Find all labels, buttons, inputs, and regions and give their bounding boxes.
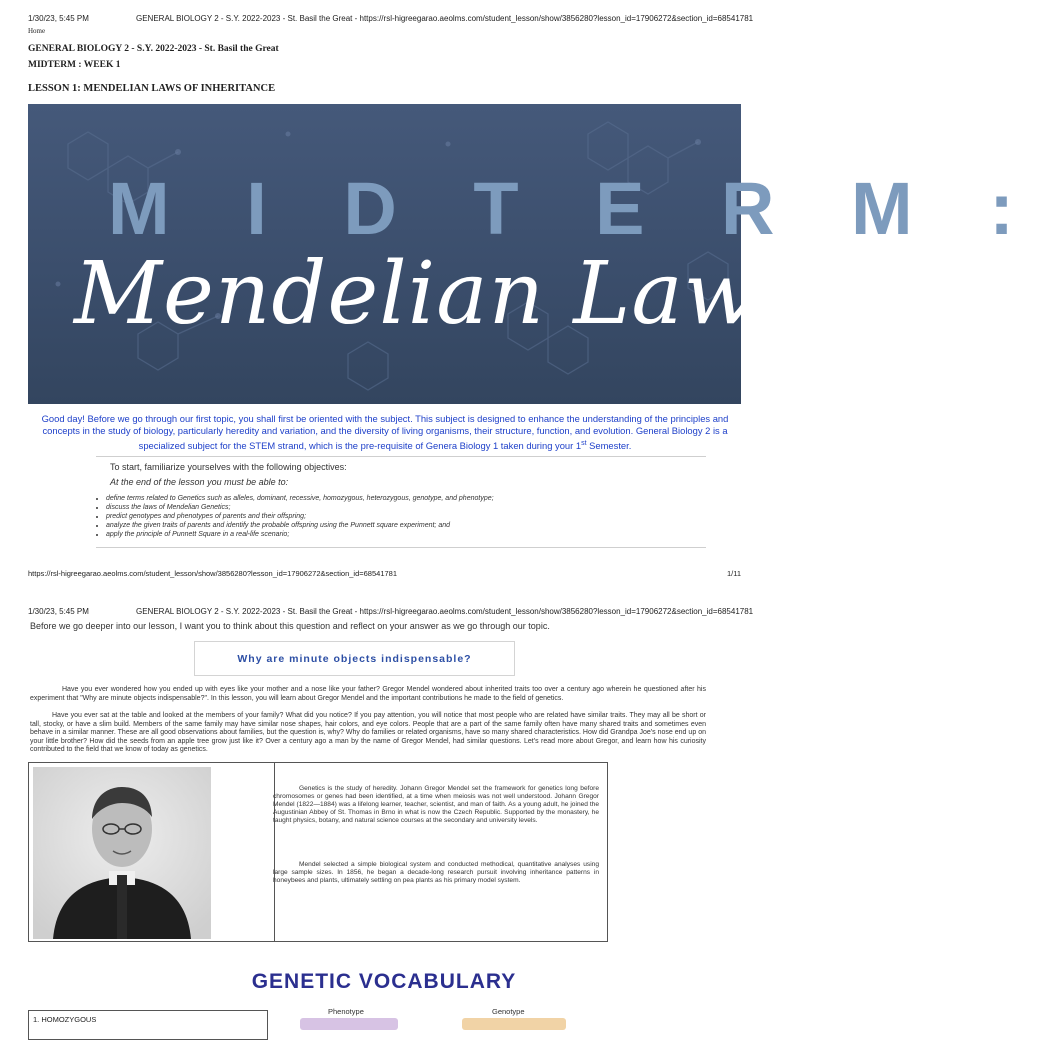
banner-midterm-text: M I D T E R M : [108,167,1042,250]
objective-item: • apply the principle of Punnett Square in a real-life scenario; [106,530,494,539]
phenotype-swatch [300,1018,398,1030]
objective-item: • predict genotypes and phenotypes of parents and their offspring; [106,512,494,521]
question-text: Why are minute objects indispensable? [237,652,472,665]
phenotype-label: Phenotype [328,1007,364,1016]
lesson-banner [28,104,1042,404]
genotype-label: Genotype [492,1007,525,1016]
genetic-vocabulary-title: GENETIC VOCABULARY [251,970,517,993]
mendel-bio-table [28,762,608,942]
print-title: GENERAL BIOLOGY 2 - S.Y. 2022-2023 - St. Basil the Great - https://rsl-higreegarao.aeolms.com/student_lesson/show/3856280?lesson_id=17906272&section_id=68541781 [136,14,754,23]
divider-bottom [96,547,706,548]
reflect-text: Before we go deeper into our lesson, I want you to think about this question and reflect on your answer as we go through our topic. [30,621,550,631]
objectives-list [96,494,494,539]
course-title: GENERAL BIOLOGY 2 - S.Y. 2022-2023 - St. Basil the Great [28,44,279,54]
question-box [194,641,515,676]
objectives-sublead: At the end of the lesson you must be able to: [110,477,289,487]
objectives-lead: To start, familiarize yourselves with the following objectives: [110,462,347,472]
print-datetime-2: 1/30/23, 5:45 PM [28,607,89,616]
print-title-2: GENERAL BIOLOGY 2 - S.Y. 2022-2023 - St. Basil the Great - https://rsl-higreegarao.aeolms.com/student_lesson/show/3856280?lesson_id=17906272&section_id=68541781 [136,607,754,616]
print-footer-url: https://rsl-higreegarao.aeolms.com/student_lesson/show/3856280?lesson_id=17906272&section_id=68541781 [28,569,398,578]
intro-paragraph: Good day! Before we go through our first topic, you shall first be oriented with the subject. This subject is designed to enhance the understanding of the principles and concepts in the study of biology, particularly heredity and variation, and the diversity of living organisms, their structure, function, and evolution. General Biology 2 is a specialized subject for the STEM strand, which is the pre-requisite of Genera Biology 1 taken during your 1st Semester. [41,413,729,451]
print-datetime: 1/30/23, 5:45 PM [28,14,89,23]
breadcrumb-home[interactable]: Home [28,27,46,35]
gregor-mendel-portrait [33,767,211,939]
vocab-item-box [28,1010,268,1040]
vocab-item-homozygous: 1. HOMOZYGOUS [33,1015,97,1024]
bio-paragraph-method: Mendel selected a simple biological system and conducted methodical, quantitative analyses using large sample sizes. In 1856, he began a decade-long research pursuit involving inheritance patterns in honeybees and plants, ultimately settling on pea plants as his primary model system. [273,861,599,884]
objective-item: • analyze the given traits of parents and identify the probable offspring using the Punnett square experiment; and [106,521,494,530]
paragraph-wondered: Have you ever wondered how you ended up with eyes like your mother and a nose like your father? Gregor Mendel wondered about inherited traits too over a century ago wherein he questioned after his experiment that "Why are minute objects indispensable?". In this lesson, you will learn about Gregor Mendel and the important contributions he made to the field of genetics. [30,686,706,702]
week-label: MIDTERM : WEEK 1 [28,60,121,70]
bio-paragraph-genetics: Genetics is the study of heredity. Johann Gregor Mendel set the framework for genetics long before chromosomes or genes had been identified, at a time when meiosis was not well understood. Johann Gregor Mendel (1822—1884) was a lifelong learner, teacher, scientist, and man of faith. As a young adult, he joined the Augustinian Abbey of St. Thomas in Brno in what is now the Czech Republic. Supported by the monastery, he taught physics, botany, and natural science courses at the secondary and university levels. [273,785,599,824]
lesson-title: LESSON 1: MENDELIAN LAWS OF INHERITANCE [28,83,276,94]
print-page-number: 1/11 [727,569,742,578]
objective-item: • discuss the laws of Mendelian Genetics; [106,503,494,512]
divider-top [96,456,706,457]
paragraph-family: Have you ever sat at the table and looked at the members of your family? What did you notice? If you pay attention, you will notice that most people who are related have similar traits. They may all be short or tall, stocky, or have a slim build. Members of the same family may have similar nose shapes, hair colors, and eye colors. People that are a part of the same family often have many shared traits and sometimes even behave in a similar manner. These are all good observations about families, but the question is, why? Why do families or related organisms, have so many shared characteristics. How did Grandpa Joe's nose end up on your little brother? How did the seeds from an apple tree grow just like it? Over a century ago a man by the name of Gregor Mendel, had similar questions. Let's read more about Gregor, and learn how his curiosity contributed to the field that we know of today as genetics. [30,712,706,754]
banner-mendelian-text: Mendelian Laws of [74,244,918,344]
genotype-swatch [462,1018,566,1030]
objective-item: • define terms related to Genetics such as alleles, dominant, recessive, homozygous, heterozygous, genotype, and phenotype; [106,494,494,503]
